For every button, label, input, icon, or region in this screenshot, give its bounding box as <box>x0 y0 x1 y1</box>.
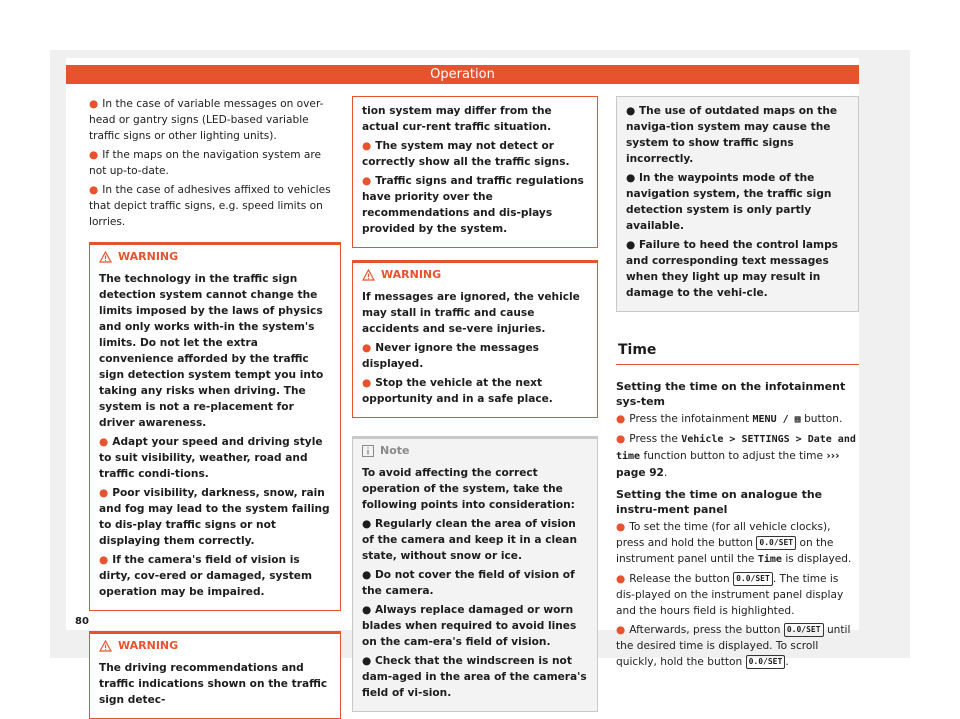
warning-box <box>352 260 598 418</box>
warning-text: If messages are ignored, the vehicle may stall in traffic and cause accidents and se-vere injuries. <box>362 291 580 335</box>
list-item: ● If the camera's field of vision is dirty, cov-ered or damaged, system operation may be impaired. <box>99 554 313 598</box>
warning-text: The driving recommendations and traffic indications shown on the traffic sign detec- <box>99 662 328 706</box>
warning-title: WARNING <box>118 250 179 263</box>
page-header: Operation <box>66 65 859 84</box>
set-button-key: 0.0/SET <box>756 536 796 550</box>
list-item: ● Check that the windscreen is not dam-aged in the area of the camera's field of vi-sion. <box>362 655 587 699</box>
page-reference: ››› page 92 <box>616 450 840 479</box>
set-button-key: 0.0/SET <box>784 623 824 637</box>
list-item: ● The use of outdated maps on the naviga-tion system may cause the system to show traffic signs incorrectly. <box>626 105 838 165</box>
list-item: ● Do not cover the field of vision of the camera. <box>362 569 575 597</box>
list-item: ● If the maps on the navigation system are not up-to-date. <box>89 149 322 177</box>
function-path: Vehicle > SETTINGS > Date and time <box>616 434 856 462</box>
warning-box <box>89 631 341 719</box>
warning-text: tion system may differ from the actual cur-rent traffic situation. <box>362 105 552 133</box>
note-box-continued <box>616 96 859 312</box>
list-item: ● In the case of variable messages on over-head or gantry signs (LED-based variable traffic signs or other lighting units). <box>89 98 324 142</box>
subsection-heading: Setting the time on analogue the instru-ment panel <box>616 488 823 516</box>
warning-box-continued <box>352 96 598 248</box>
note-title: Note <box>380 444 410 457</box>
column-right <box>616 96 859 673</box>
manual-page <box>66 58 859 706</box>
warning-title: WARNING <box>118 639 179 652</box>
page-number: 80 <box>75 616 89 627</box>
set-button-key: 0.0/SET <box>746 655 786 669</box>
warning-icon <box>99 251 112 263</box>
list-item: ● In the case of adhesives affixed to vehicles that depict traffic signs, e.g. speed limits on lorries. <box>89 184 331 228</box>
warning-icon <box>99 640 112 652</box>
list-item: ● Press the infotainment MENU / ▦ button. <box>616 413 843 425</box>
list-item: ● To set the time (for all vehicle clocks), press and hold the button 0.0/SET on the instrument panel until the Time is displayed. <box>616 521 852 565</box>
warning-text: The technology in the traffic sign detection system cannot change the limits imposed by the laws of physics and only works with-in the system's limits. Do not let the extra convenience afforded by the traffic sign detection system tempt you into taking any risks when driving. The system is not a re-placement for driver awareness. <box>99 273 324 429</box>
list-item: ● Stop the vehicle at the next opportunity and in a safe place. <box>362 377 553 405</box>
section-title: Time <box>616 340 859 365</box>
note-box <box>352 436 598 712</box>
column-left <box>89 96 341 719</box>
warning-title: WARNING <box>381 268 442 281</box>
warning-box <box>89 242 341 611</box>
warning-icon <box>362 269 375 281</box>
list-item: ● Failure to heed the control lamps and corresponding text messages when they light up may result in damage to the vehi-cle. <box>626 239 838 299</box>
list-item: ● The system may not detect or correctly show all the traffic signs. <box>362 140 570 168</box>
list-item: ● In the waypoints mode of the navigation system, the traffic sign detection system is only partly available. <box>626 172 832 232</box>
list-item: ● Afterwards, press the button 0.0/SET until the desired time is displayed. To scroll quickly, hold the button 0.0/SET . <box>616 624 851 668</box>
list-item: ● Release the button 0.0/SET . The time is dis-played on the instrument panel display and the hours field is highlighted. <box>616 573 844 617</box>
info-icon <box>362 445 374 457</box>
list-item: ● Poor visibility, darkness, snow, rain and fog may lead to the system failing to dis-play traffic signs or not displaying them correctly. <box>99 487 330 547</box>
column-middle <box>352 96 598 712</box>
note-text: To avoid affecting the correct operation of the system, take the following points into consideration: <box>362 467 575 511</box>
list-item: ● Regularly clean the area of vision of the camera and keep it in a clean state, without snow or ice. <box>362 518 577 562</box>
list-item: ● Always replace damaged or worn blades when required to avoid lines on the cam-era's field of vision. <box>362 604 577 648</box>
list-item: ● Never ignore the messages displayed. <box>362 342 539 370</box>
list-item: ● Press the Vehicle > SETTINGS > Date and time function button to adjust the time ››› page 92. <box>616 433 856 479</box>
subsection-heading: Setting the time on the infotainment sys-tem <box>616 380 846 408</box>
set-button-key: 0.0/SET <box>733 572 773 586</box>
list-item: ● Traffic signs and traffic regulations have priority over the recommendations and dis-plays provided by the system. <box>362 175 584 235</box>
list-item: ● Adapt your speed and driving style to suit visibility, weather, road and traffic condi-tions. <box>99 436 323 480</box>
menu-key: MENU / ▦ <box>752 414 801 425</box>
